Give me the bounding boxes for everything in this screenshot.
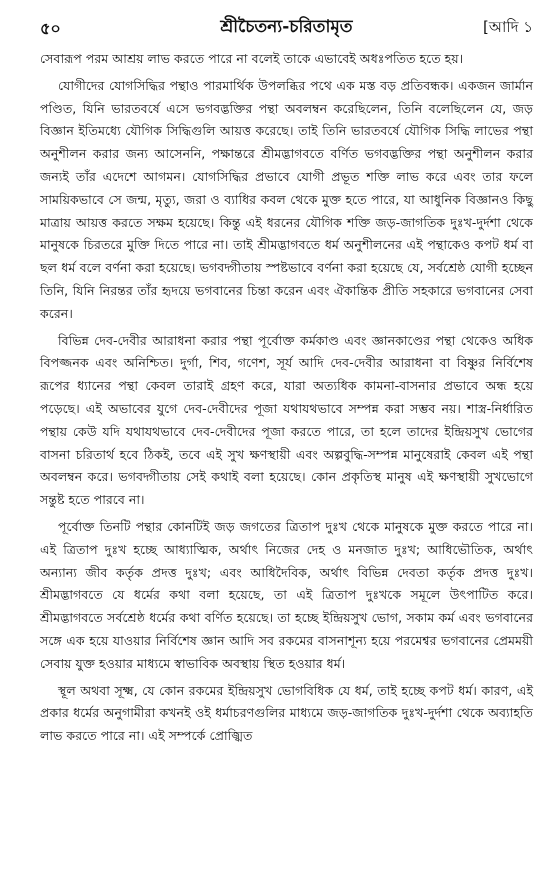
page-number: ৫০	[40, 19, 61, 38]
body-text	[40, 48, 533, 748]
paragraph: স্থূল অথবা সূক্ষ্ম, যে কোন রকমের ইন্দ্রিয়সুখ ভোগবিধিক যে ধর্ম, তাই হচ্ছে কপট ধর্ম। কারণ, এই প্রকার ধর্মের অনুগামীরা কখনই ওই ধর্মাচরণগুলির মাধ্যমে জড়-জাগতিক দুঃখ-দুর্দশা থেকে অব্যাহতি লাভ করতে পারে না। এই সম্পর্কে প্রোজ্ঝিত	[40, 682, 533, 744]
paragraph: পূর্বোক্ত তিনটি পন্থার কোনটিই জড় জগতের ত্রিতাপ দুঃখ থেকে মানুষকে মুক্ত করতে পারে না। এই ত্রিতাপ দুঃখ হচ্ছে আধ্যাত্মিক, অর্থাৎ নিজের দেহ ও মনজাত দুঃখ; আধিভৌতিক, অর্থাৎ অন্যান্য জীব কর্তৃক প্রদত্ত দুঃখ; এবং আধিদৈবিক, অর্থাৎ বিভিন্ন দেবতা কর্তৃক প্রদত্ত দুঃখ। শ্রীমদ্ভাগবতে যে ধর্মের কথা বলা হয়েছে, তা এই ত্রিতাপ দুঃখকে সমূলে উৎপাটিত করে। শ্রীমদ্ভাগবতে সর্বশ্রেষ্ঠ ধর্মের কথা বর্ণিত হয়েছে। তা হচ্ছে ইন্দ্রিয়সুখ ভোগ, সকাম কর্ম এবং ভগবানের সঙ্গে এক হয়ে যাওয়ার নির্বিশেষ জ্ঞান আদি সব রকমের বাসনাশূন্য হয়ে পরমেশ্বর ভগবানের প্রেমময়ী সেবায় যুক্ত হওয়ার মাধ্যমে স্বাভাবিক অবস্থায় স্থিত হওয়ার ধর্ম।	[40, 518, 533, 671]
paragraph: যোগীদের যোগসিদ্ধির পন্থাও পারমার্থিক উপলব্ধির পথে এক মস্ত বড় প্রতিবন্ধক। একজন জার্মান পণ্ডিত, যিনি ভারতবর্ষে এসে ভগবদ্ভক্তির পন্থা অবলম্বন করেছিলেন, তিনি বলেছিলেন যে, জড় বিজ্ঞান ইতিমধ্যে যৌগিক সিদ্ধিগুলি আয়ত্ত করেছে। তাই তিনি ভারতবর্ষে যৌগিক সিদ্ধি লাভের পন্থা অনুশীলন করার জন্য আসেননি, পক্ষান্তরে শ্রীমদ্ভাগবতে বর্ণিত ভগবদ্ভক্তির পন্থা অনুশীলন করার জন্যই তাঁর এদেশে আগমন। যোগসিদ্ধির প্রভাবে যোগী প্রভূত শক্তি লাভ করে এবং তার ফলে সাময়িকভাবে সে জন্ম, মৃত্যু, জরা ও ব্যাধির কবল থেকে মুক্ত হতে পারে, যা আধুনিক বিজ্ঞানও কিছু মাত্রায় আয়ত্ত করতে সক্ষম হয়েছে। কিন্তু এই ধরনের যৌগিক শক্তি জড়-জাগতিক দুঃখ-দুর্দশা থেকে মানুষকে চিরতরে মুক্তি দিতে পারে না। তাই শ্রীমদ্ভাগবতে ধর্ম অনুশীলনের এই পন্থাকেও কপট ধর্ম বা ছল ধর্ম বলে বর্ণনা করা হয়েছে। ভগবদ্গীতায় স্পষ্টভাবে বর্ণনা করা হয়েছে যে, সর্বশ্রেষ্ঠ যোগী হচ্ছেন তিনি, যিনি নিরন্তর তাঁর হৃদয়ে ভগবানের চিন্তা করেন এবং ঐকান্তিক প্রীতি সহকারে ভগবানের সেবা করেন।	[40, 77, 533, 321]
paragraph: সেবারূপ পরম আশ্রয় লাভ করতে পারে না বলেই তাকে এভাবেই অধঃপতিত হতে হয়।	[40, 51, 464, 66]
chapter-marker: [আদি ১	[482, 18, 533, 36]
paragraph: বিভিন্ন দেব-দেবীর আরাধনা করার পন্থা পূর্বোক্ত কর্মকাণ্ড এবং জ্ঞানকাণ্ডের পন্থা থেকেও অধিক বিপজ্জনক এবং অনিশ্চিত। দুর্গা, শিব, গণেশ, সূর্য আদি দেব-দেবীর আরাধনা বা বিষ্ণুর নির্বিশেষ রূপের ধ্যানের পন্থা কেবল তারাই গ্রহণ করে, যারা অত্যধিক কামনা-বাসনার প্রভাবে অন্ধ হয়ে পড়েছে। এই অভাবের যুগে দেব-দেবীদের পূজা যথাযথভাবে সম্পন্ন করা সম্ভব নয়। শাস্ত্র-নির্ধারিত পন্থায় কেউ যদি যথাযথভাবে দেব-দেবীদের পূজা করতে পারে, তা হলে তাদের ইন্দ্রিয়সুখ ভোগের বাসনা চরিতার্থ হবে ঠিকই, তবে এই সুখ ক্ষণস্থায়ী এবং অল্পবুদ্ধি-সম্পন্ন মানুষেরাই কেবল এই পন্থা অবলম্বন করে। ভগবদ্গীতায় সেই কথাই বলা হয়েছে। কোন প্রকৃতিস্থ মানুষ এই ক্ষণস্থায়ী সুখভোগে সন্তুষ্ট হতে পারবে না।	[40, 332, 533, 508]
page-header	[40, 12, 533, 42]
running-title: শ্রীচৈতন্য-চরিতামৃত	[220, 17, 353, 37]
